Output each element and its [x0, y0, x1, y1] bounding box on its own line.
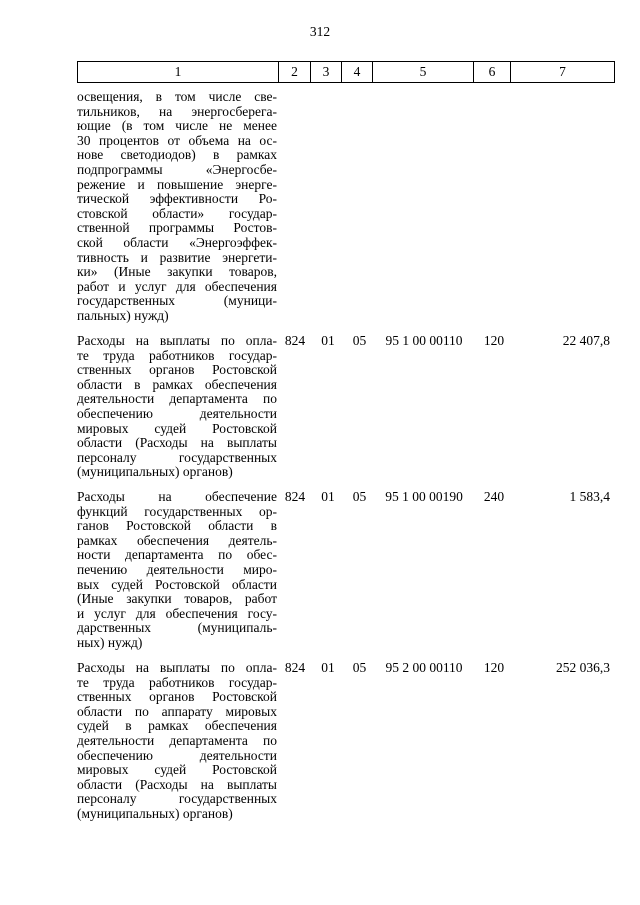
- text-line: ганов Ростовской области в: [77, 518, 277, 534]
- row-3-type: 120: [483, 660, 505, 675]
- text-line: Расходы на обеспечение: [77, 489, 277, 504]
- header-col-5: 5: [373, 62, 474, 83]
- text-line: Расходы на выплаты по опла-: [77, 660, 277, 675]
- text-line: печению деятельности миро-: [77, 561, 277, 577]
- text-line: тической эффективности Ро-: [77, 191, 277, 207]
- text-line: вых судей Ростовской области: [77, 576, 277, 592]
- text-line: ющие (в том числе не менее: [77, 118, 277, 134]
- text-line: государственных (муници-: [77, 293, 277, 309]
- text-line: области в рамках обеспечения: [77, 376, 277, 392]
- text-line: деятельности департамента по: [77, 732, 277, 748]
- text-line: (Иные закупки товаров, работ: [77, 591, 277, 607]
- row-3-code: 95 2 00 00110: [385, 660, 463, 675]
- row-3-sum: 252 036,3: [556, 660, 610, 675]
- row-2-code: 95 1 00 00190: [385, 489, 463, 504]
- header-col-6: 6: [474, 62, 511, 83]
- text-line: Расходы на выплаты по опла-: [77, 333, 277, 348]
- text-line: ственных органов Ростовской: [77, 689, 277, 705]
- text-line: тильников, на энергосберега-: [77, 103, 277, 119]
- text-line: подпрограммы «Энергосбе-: [77, 161, 277, 177]
- row-3-subsection: 05: [352, 660, 367, 675]
- row-1-admin: 824: [284, 333, 306, 348]
- text-line: области (Расходы на выплаты: [77, 776, 277, 792]
- text-line: персоналу государственных: [77, 791, 277, 807]
- row-2-subsection: 05: [352, 489, 367, 504]
- row-2-sum: 1 583,4: [569, 489, 610, 504]
- row-1-description: [77, 334, 277, 480]
- text-line: рамках обеспечения деятель-: [77, 532, 277, 548]
- text-line: 30 процентов от объема на ос-: [77, 132, 277, 148]
- text-line: судей в рамках обеспечения: [77, 718, 277, 734]
- text-line: те труда работников государ-: [77, 347, 277, 363]
- row-1-type: 120: [483, 333, 505, 348]
- text-line: ки» (Иные закупки товаров,: [77, 264, 277, 280]
- row-3-description: [77, 661, 277, 822]
- text-line: деятельности департамента по: [77, 391, 277, 407]
- header-col-7: 7: [511, 62, 615, 83]
- table-header: [77, 61, 615, 83]
- header-col-3: 3: [311, 62, 342, 83]
- text-line: обеспечению деятельности: [77, 405, 277, 421]
- text-line: ности департамента по обес-: [77, 547, 277, 563]
- row-1-code: 95 1 00 00110: [385, 333, 463, 348]
- header-col-4: 4: [342, 62, 373, 83]
- text-line: мировых судей Ростовской: [77, 762, 277, 778]
- header-col-1: 1: [78, 62, 279, 83]
- text-line: (муниципальных) органов): [77, 805, 233, 821]
- row-3-section: 01: [321, 660, 335, 675]
- page-number: 312: [309, 24, 331, 39]
- row-1-subsection: 05: [352, 333, 367, 348]
- text-line: области по аппарату мировых: [77, 703, 277, 719]
- row-2-section: 01: [321, 489, 335, 504]
- text-line: пальных) нужд): [77, 307, 169, 323]
- text-line: те труда работников государ-: [77, 674, 277, 690]
- text-line: тивность и развитие энергети-: [77, 249, 277, 265]
- text-line: мировых судей Ростовской: [77, 420, 277, 436]
- continuation-text: [77, 90, 277, 324]
- text-line: нове светодиодов) в рамках: [77, 147, 277, 163]
- text-line: функций государственных ор-: [77, 503, 277, 519]
- text-line: дарственных (муниципаль-: [77, 620, 277, 636]
- row-3-admin: 824: [284, 660, 306, 675]
- row-1-section: 01: [321, 333, 335, 348]
- row-1-sum: 22 407,8: [562, 333, 610, 348]
- row-2-admin: 824: [284, 489, 306, 504]
- row-2-type: 240: [483, 489, 505, 504]
- text-line: обеспечению деятельности: [77, 747, 277, 763]
- text-line: персоналу государственных: [77, 449, 277, 465]
- text-line: работ и услуг для обеспечения: [77, 278, 277, 294]
- text-line: и услуг для обеспечения госу-: [77, 605, 277, 621]
- text-line: ственной программы Ростов-: [77, 220, 277, 236]
- text-line: ской области «Энергоэффек-: [77, 234, 277, 250]
- text-line: области (Расходы на выплаты: [77, 435, 277, 451]
- text-line: ственных органов Ростовской: [77, 362, 277, 378]
- text-line: режение и повышение энерге-: [77, 176, 277, 192]
- text-line: ных) нужд): [77, 634, 143, 650]
- text-line: освещения, в том числе све-: [77, 89, 277, 104]
- text-line: стовской области» государ-: [77, 205, 277, 221]
- header-col-2: 2: [279, 62, 311, 83]
- row-2-description: [77, 490, 277, 651]
- text-line: (муниципальных) органов): [77, 464, 233, 480]
